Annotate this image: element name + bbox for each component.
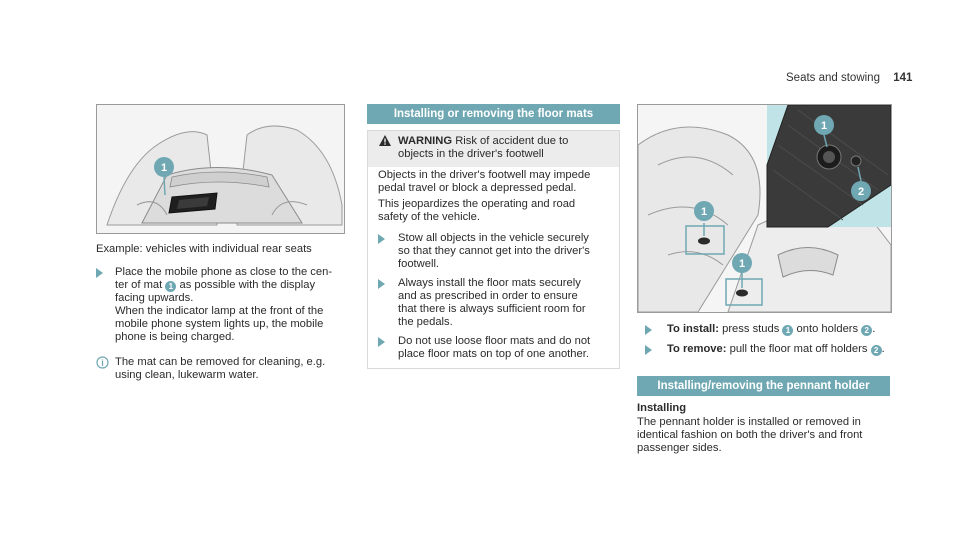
step-place-phone: [96, 266, 346, 344]
figure-marker-1: 1: [738, 258, 746, 270]
warning-line: WARNING Risk of accident due to: [398, 135, 569, 147]
figure-marker-1: 1: [820, 120, 828, 132]
figure-marker-1: 1: [160, 162, 168, 174]
warning-step: Do not use loose floor mats and do not place floor mats on top of one another.: [378, 335, 613, 361]
figure-wireless-charging-mat: [96, 104, 345, 234]
warning-box: [367, 130, 620, 168]
step-line: Place the mobile phone as close to the cen-: [115, 266, 333, 278]
warning-step: Always install the floor mats securely and as prescribed in order to ensure that there is always sufficient room for the pedals.: [378, 277, 613, 329]
step-arrow-icon: [96, 268, 103, 278]
warning-body-line: Objects in the driver's footwell may impede: [378, 169, 591, 181]
footwell-illustration: [638, 105, 891, 312]
info-icon: [96, 356, 109, 369]
pennant-subhead: Installing: [637, 402, 687, 414]
step-line: facing upwards.: [115, 292, 194, 304]
warning-body-line: safety of the vehicle.: [378, 211, 480, 223]
marker-1-badge: 1: [782, 325, 793, 336]
marker-1-badge: 1: [165, 281, 176, 292]
note-line: using clean, lukewarm water.: [115, 369, 259, 381]
step-line: ter of mat 1 as possible with the display: [115, 279, 316, 291]
warning-body-line: This jeopardizes the operating and road: [378, 198, 576, 210]
warning-step: Stow all objects in the vehicle securely so that they cannot get into the driver's footwell.: [378, 232, 613, 271]
step-line: When the indicator lamp at the front of the: [115, 305, 324, 317]
warning-line: objects in the driver's footwell: [398, 148, 544, 160]
warning-body-line: pedal travel or block a depressed pedal.: [378, 182, 577, 194]
section-name: Seats and stowing: [786, 72, 880, 84]
running-header: [786, 72, 912, 84]
page-number: 141: [893, 72, 913, 84]
svg-text:i: i: [101, 358, 104, 368]
step-line: mobile phone system lights up, the mobile: [115, 318, 324, 330]
figure-marker-1: 1: [700, 206, 708, 218]
figure-caption: Example: vehicles with individual rear seats: [96, 243, 312, 255]
pennant-paragraph: The pennant holder is installed or removed in identical fashion on both the driver's and front passenger sides.: [637, 416, 863, 454]
note-cleaning: [96, 356, 346, 382]
note-line: The mat can be removed for cleaning, e.g.: [115, 356, 326, 368]
step-remove: To remove: pull the floor mat off holders 2 .: [637, 343, 937, 356]
marker-2-badge: 2: [861, 325, 872, 336]
step-arrow-icon: [378, 337, 385, 347]
warning-body: [367, 167, 620, 369]
step-arrow-icon: [378, 234, 385, 244]
figure-marker-2: 2: [857, 186, 865, 198]
step-install: To install: press studs 1 onto holders 2 .: [637, 323, 937, 336]
step-arrow-icon: [645, 325, 652, 335]
step-line: phone is being charged.: [115, 331, 235, 343]
step-arrow-icon: [378, 279, 385, 289]
armrest-illustration: [97, 105, 344, 233]
figure-floor-mat-studs: [637, 104, 892, 313]
section-title-floor-mats: Installing or removing the floor mats: [367, 104, 620, 124]
step-arrow-icon: [645, 345, 652, 355]
marker-2-badge: 2: [871, 345, 882, 356]
warning-triangle-icon: [379, 135, 391, 146]
section-title-pennant-holder: Installing/removing the pennant holder: [637, 376, 890, 396]
